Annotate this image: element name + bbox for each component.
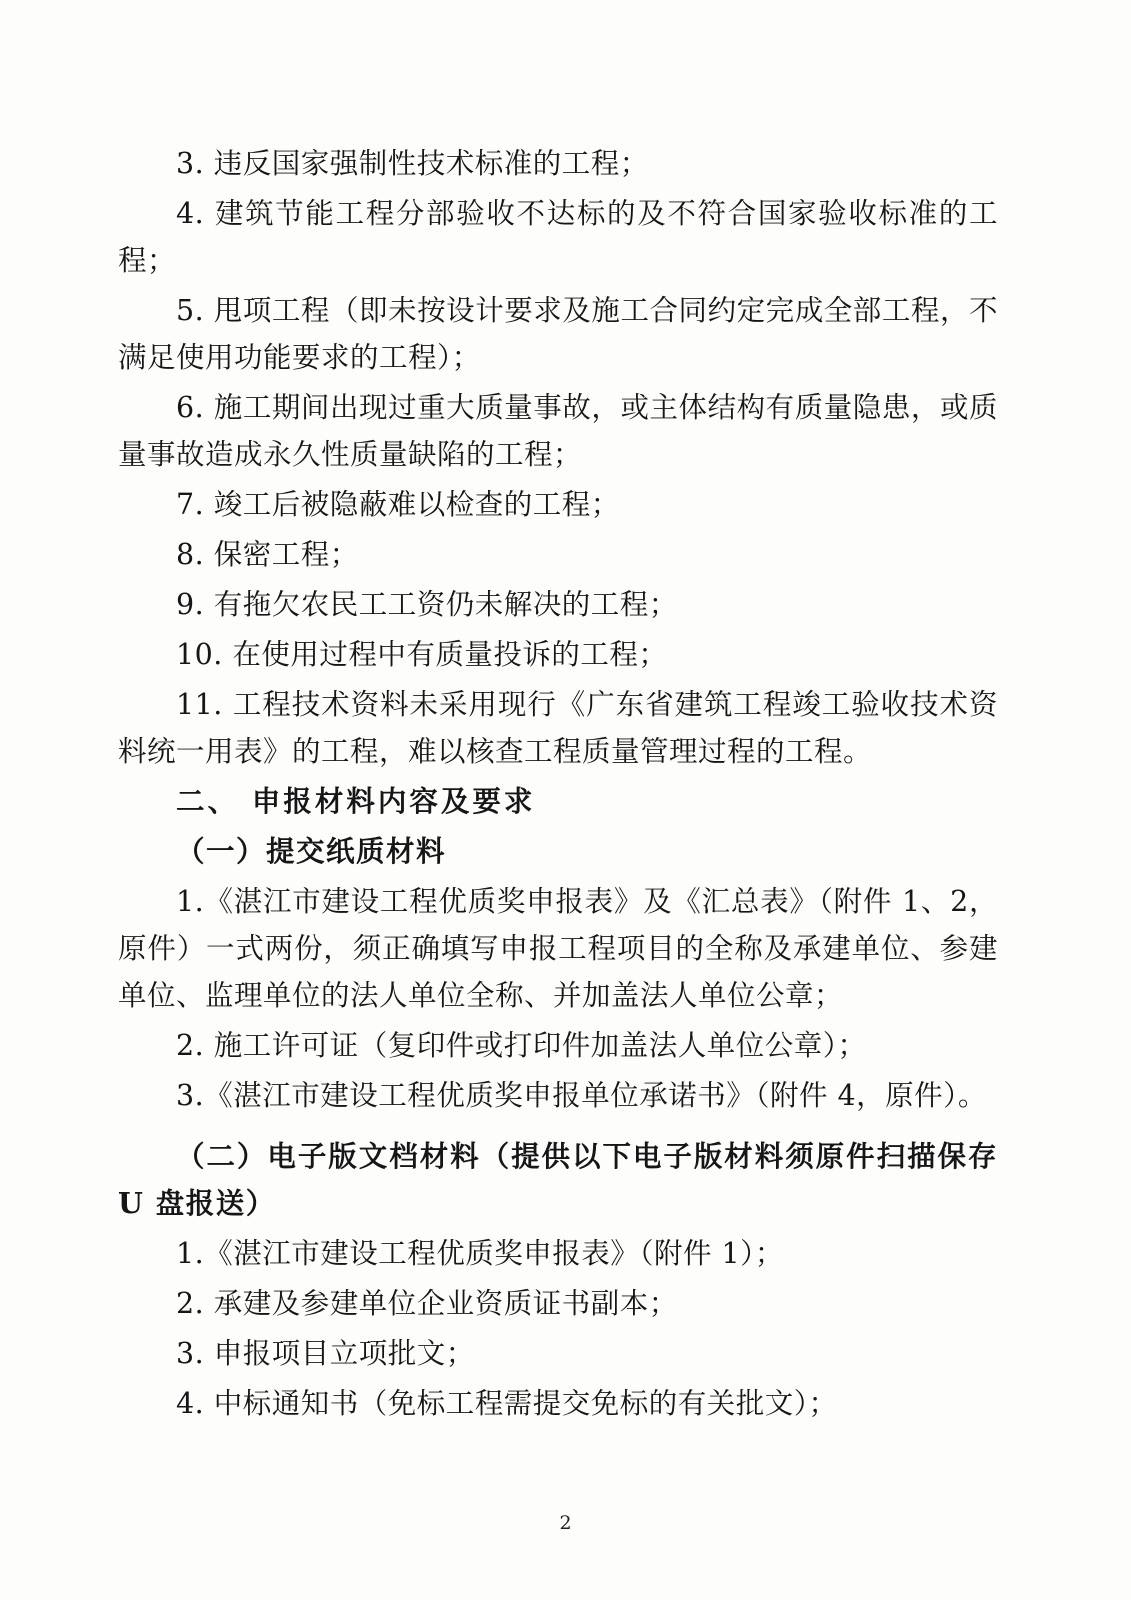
paragraph-digital-item-2: 2. 承建及参建单位企业资质证书副本； bbox=[176, 1287, 678, 1320]
paragraph-item-9: 9. 有拖欠农民工工资仍未解决的工程； bbox=[176, 588, 678, 621]
paragraph-digital-item-1: 1.《湛江市建设工程优质奖申报表》（附件 1）； bbox=[176, 1237, 784, 1270]
paragraph-paper-item-1: 1.《湛江市建设工程优质奖申报表》及《汇总表》（附件 1、2，原件）一式两份，须正确填写申报工程项目的全称及承建单位、参建单位、监理单位的法人单位全称、并加盖法人单位公章； bbox=[118, 885, 998, 1012]
paragraph-item-8: 8. 保密工程； bbox=[176, 538, 359, 571]
paragraph-item-11: 11. 工程技术资料未采用现行《广东省建筑工程竣工验收技术资料统一用表》的工程，难以核查工程质量管理过程的工程。 bbox=[118, 688, 998, 768]
paragraph-item-3: 3. 违反国家强制性技术标准的工程； bbox=[176, 147, 649, 180]
paragraph-digital-item-3: 3. 申报项目立项批文； bbox=[176, 1337, 475, 1370]
subsection-heading-one: （一）提交纸质材料 bbox=[176, 834, 447, 868]
paragraph-item-10: 10. 在使用过程中有质量投诉的工程； bbox=[176, 638, 668, 671]
paragraph-digital-item-4: 4. 中标通知书（免标工程需提交免标的有关批文）； bbox=[176, 1387, 838, 1420]
page-number: 2 bbox=[559, 1512, 572, 1534]
paragraph-item-6: 6. 施工期间出现过重大质量事故，或主体结构有质量隐患，或质量事故造成永久性质量缺陷的工程； bbox=[118, 391, 998, 471]
paragraph-item-4: 4. 建筑节能工程分部验收不达标的及不符合国家验收标准的工程； bbox=[118, 197, 998, 277]
paragraph-item-7: 7. 竣工后被隐蔽难以检查的工程； bbox=[176, 488, 620, 521]
subsection-heading-two: （二）电子版文档材料（提供以下电子版材料须原件扫描保存 U 盘报送） bbox=[118, 1139, 1010, 1220]
section-heading-two: 二、 申报材料内容及要求 bbox=[176, 784, 536, 818]
paragraph-item-5: 5. 甩项工程（即未按设计要求及施工合同约定完成全部工程，不满足使用功能要求的工程）； bbox=[118, 294, 998, 374]
paragraph-paper-item-3: 3.《湛江市建设工程优质奖申报单位承诺书》（附件 4，原件）。 bbox=[176, 1079, 987, 1112]
document-body bbox=[118, 140, 1010, 1430]
paragraph-paper-item-2: 2. 施工许可证（复印件或打印件加盖法人单位公章）； bbox=[176, 1029, 867, 1062]
